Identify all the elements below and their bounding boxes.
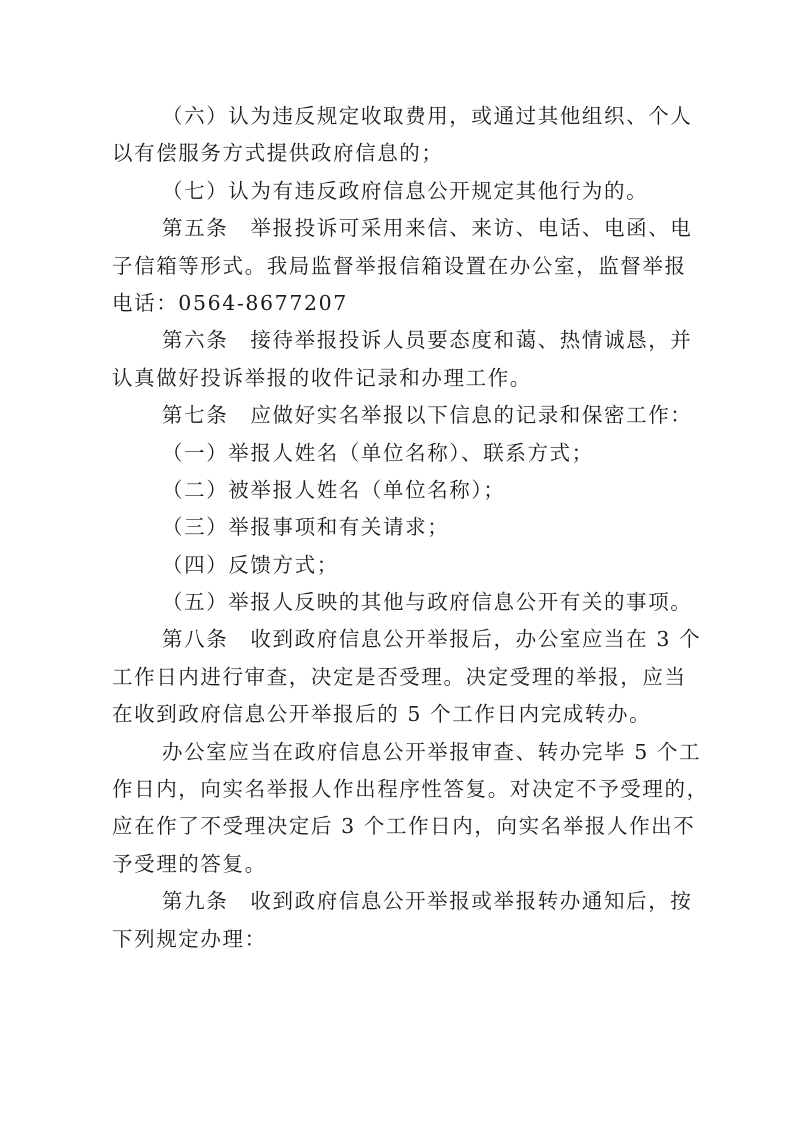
text-line: （七）认为有违反政府信息公开规定其他行为的。: [162, 178, 649, 203]
text-line: 第五条 举报投诉可采用来信、来访、电话、电函、电: [162, 216, 693, 241]
text-line: 第九条 收到政府信息公开举报或举报转办通知后，按: [162, 889, 693, 914]
text-line: （一）举报人姓名（单位名称）、联系方式；: [162, 440, 594, 465]
text-line: 在收到政府信息公开举报后的 5 个工作日内完成转办。: [112, 702, 652, 727]
text-line: （五）举报人反映的其他与政府信息公开有关的事项。: [162, 590, 693, 615]
text-line: （二）被举报人姓名（单位名称）；: [162, 477, 506, 502]
text-line: （三）举报事项和有关请求；: [162, 515, 450, 540]
text-line: 下列规定办理：: [112, 926, 267, 951]
text-line: 电话：0564-8677207: [112, 290, 348, 315]
text-line: 工作日内进行审查，决定是否受理。决定受理的举报，应当: [112, 664, 687, 689]
text-line: 办公室应当在政府信息公开举报审查、转办完毕 5 个工: [162, 739, 702, 764]
text-line: 第八条 收到政府信息公开举报后，办公室应当在 3 个: [162, 627, 702, 652]
text-line: 予受理的答复。: [112, 851, 267, 876]
text-line: 认真做好投诉举报的收件记录和办理工作。: [112, 365, 532, 390]
text-line: 作日内，向实名举报人作出程序性答复。对决定不予受理的，: [112, 777, 709, 802]
text-line: 第六条 接待举报投诉人员要态度和蔼、热情诚恳，并: [162, 328, 693, 353]
text-line: 子信箱等形式。我局监督举报信箱设置在办公室，监督举报: [112, 253, 687, 278]
text-line: （四）反馈方式；: [162, 552, 339, 577]
text-line: 第七条 应做好实名举报以下信息的记录和保密工作：: [162, 403, 693, 428]
text-line: 以有偿服务方式提供政府信息的；: [112, 141, 444, 166]
text-line: 应在作了不受理决定后 3 个工作日内，向实名举报人作出不: [112, 814, 696, 839]
text-line: （六）认为违反规定收取费用，或通过其他组织、个人: [162, 104, 693, 128]
